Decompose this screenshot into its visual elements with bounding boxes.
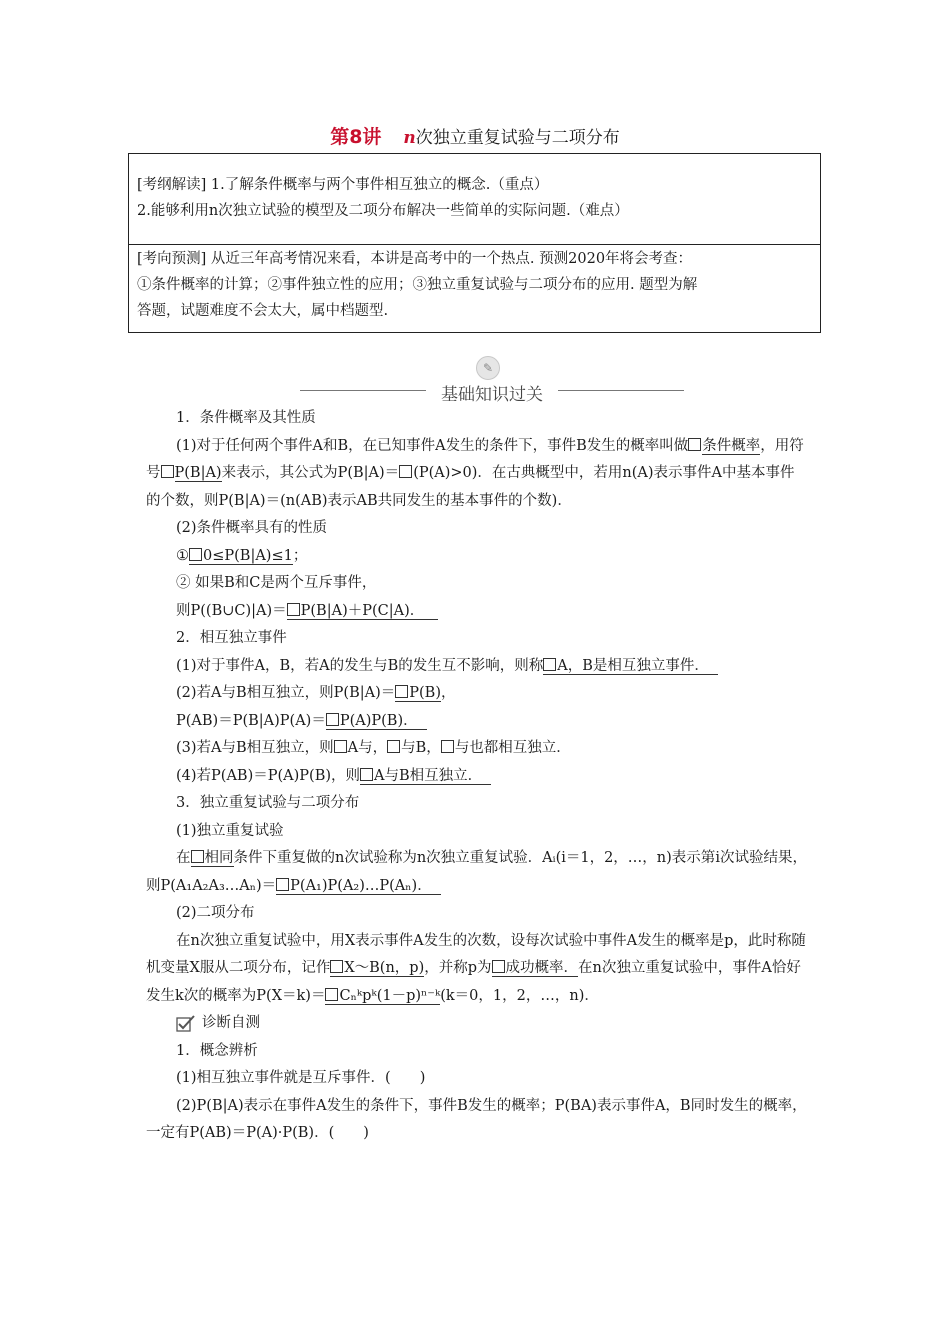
section-1-title: 1．条件概率及其性质 xyxy=(176,410,316,426)
forecast-line-1: [考向预测] 从近三年高考情况来看，本讲是高考中的一个热点. 预测2020年将会考查： xyxy=(137,251,693,267)
text-run: (1)对于任何两个事件A和B，在已知事件A发生的条件下，事件B发生的概率叫做 xyxy=(176,437,689,454)
text-run: (3)若A与B相互独立，则 xyxy=(176,740,334,756)
syllabus-section xyxy=(137,172,812,224)
blank-box-icon xyxy=(287,603,300,616)
text-run: P(B|A)＋P(C|A)． xyxy=(300,602,425,619)
blank-box-icon xyxy=(325,988,338,1001)
text-run: 成功概率． xyxy=(505,960,579,976)
section-banner xyxy=(300,350,684,405)
text-run: 率是p，此时称随机变量X服从二项分布，记作 xyxy=(146,932,806,976)
text-run: 次独立重复试验中，事件A恰好发生k次的概率为P(X＝k)＝ xyxy=(146,960,801,1004)
diag-section-1-title: 1．概念辨析 xyxy=(176,1042,258,1059)
syllabus-line-2: 2.能够利用n次独立试验的模型及二项分布解决一些简单的实际问题.（难点） xyxy=(137,203,629,219)
text-run: (1)对于事件A，B，若A的发生与B的发生互不影响，则称 xyxy=(176,657,544,674)
blank-box-icon xyxy=(334,740,347,753)
text-run: 0≤P(B|A)≤1 xyxy=(203,547,293,564)
text-run: 在n次独立重复试验中，用X表示事件A发生的次数，设每次试验中事件A发生的概 xyxy=(176,932,696,949)
text-run: 数)． xyxy=(537,492,572,509)
text-run: ， xyxy=(440,685,456,701)
text-run: (4)若P(AB)＝P(A)P(B)，则 xyxy=(176,767,361,784)
text-run: 来表示，其公式为P(B|A)＝ xyxy=(221,465,400,481)
answer-text xyxy=(287,603,438,620)
blank-box-icon xyxy=(441,740,454,753)
text-run: 相同 xyxy=(204,850,234,866)
blank-box-icon xyxy=(543,658,556,671)
checkbox-check-icon xyxy=(176,1015,196,1033)
section-3-title: 3．独立重复试验与二项分布 xyxy=(176,795,360,811)
text-run: ，并称p为 xyxy=(424,960,492,976)
answer-text xyxy=(325,988,440,1005)
text-run: P(AB)＝P(B|A)P(A)＝ xyxy=(176,712,326,729)
answer-text xyxy=(330,960,424,977)
title-text: 次独立重复试验与二项分布 xyxy=(415,128,620,148)
blank-box-icon xyxy=(330,960,343,973)
blank-box-icon xyxy=(395,685,408,698)
blank-box-icon xyxy=(492,960,505,973)
answer-text xyxy=(276,878,441,895)
answer-text xyxy=(360,768,491,785)
s1-paragraph-2: (2)条件概率具有的性质 xyxy=(176,520,328,536)
diagnostic-title: 诊断自测 xyxy=(202,1015,260,1031)
overview-box xyxy=(128,153,821,333)
text-run: 在 xyxy=(176,850,191,866)
text-run: A与B相互独立． xyxy=(374,767,483,784)
blank-box-icon xyxy=(360,768,373,781)
diagnostic-heading xyxy=(146,1010,808,1038)
section-2-title: 2．相互独立事件 xyxy=(176,630,287,646)
content-body xyxy=(146,405,808,1148)
answer-text xyxy=(326,713,427,730)
text-run: (P(A)>0)．在古典概型中，若用 xyxy=(413,465,623,481)
text-run: 条件下重复做的n次试验称为n次独立重复试验．Aᵢ(i＝1，2，…，n)表示第 xyxy=(233,850,716,866)
s1-property-2: ② 如果B和C是两个互斥事件， xyxy=(176,575,377,591)
box-divider xyxy=(129,244,820,245)
text-run: (2)P(B|A)表示在事件A发生的条件下，事件B发生的概率；P(BA)表示事件A，B同时 xyxy=(176,1097,720,1114)
banner-heading: 基础知识过关 xyxy=(441,385,543,405)
syllabus-line-1: [考纲解读] 1.了解条件概率与两个事件相互独立的概念.（重点） xyxy=(137,177,549,193)
text-run: P(B) xyxy=(409,685,441,701)
answer-text xyxy=(543,658,718,675)
s3-paragraph-1 xyxy=(146,845,808,900)
forecast-line-2: ①条件概率的计算；②事件独立性的应用；③独立重复试验与二项分布的应用. 题型为解 xyxy=(137,277,698,293)
answer-text xyxy=(191,850,234,867)
s3-paragraph-2 xyxy=(146,928,808,1011)
leaf-icon: ✎ xyxy=(476,356,500,380)
blank-box-icon xyxy=(191,850,204,863)
blank-box-icon xyxy=(276,878,289,891)
text-run: P(A)P(B)． xyxy=(339,712,418,729)
text-run: A与， xyxy=(347,740,388,756)
text-run: 则P((B∪C)|A)＝ xyxy=(176,602,287,619)
text-run: (2)若A与B相互独立，则P(B|A)＝ xyxy=(176,685,396,701)
s2-paragraph-2 xyxy=(146,680,808,708)
s1-property-2-formula xyxy=(146,598,808,626)
text-run: Cₙᵏpᵏ(1－p)ⁿ⁻ᵏ xyxy=(339,987,441,1004)
s1-property-1 xyxy=(146,543,808,571)
text-run: 与也都相互独立． xyxy=(454,740,571,756)
text-run: X～B(n，p) xyxy=(344,960,425,976)
text-run: n(A)表示事件A中基本事件的个数，则P(B|A)＝(n(AB)表示AB共同发生的基本事件的个 xyxy=(146,465,795,509)
blank-box-icon xyxy=(387,740,400,753)
answer-text: 条件概率 xyxy=(702,437,761,454)
text-run: ； xyxy=(292,547,308,564)
blank-box-icon xyxy=(326,713,339,726)
text-run: i次试验结果，则P(A₁A₂A₃…Aₙ)＝ xyxy=(146,850,807,894)
s3-subtitle-2: (2)二项分布 xyxy=(176,905,255,921)
diag-question-2 xyxy=(146,1093,808,1148)
answer-text xyxy=(189,548,293,565)
answer-text: P(B|A) xyxy=(174,465,222,481)
text-run: A，B是相互独立事件． xyxy=(557,657,709,674)
blank-box-icon xyxy=(399,465,412,478)
s3-subtitle-1: (1)独立重复试验 xyxy=(176,822,284,839)
text-run: …，n)． xyxy=(540,987,599,1004)
title-variable: n xyxy=(403,128,416,148)
text-run: 发生的概率，一定有P(AB)＝P(A)·P(B)．( ) xyxy=(146,1097,807,1141)
blank-box-icon xyxy=(161,465,174,478)
lecture-number: 第8讲 xyxy=(330,126,382,148)
s2-paragraph-1 xyxy=(146,653,808,681)
blank-box-icon xyxy=(189,548,202,561)
s1-paragraph-1 xyxy=(146,433,808,516)
diag-question-1: (1)相互独立事件就是互斥事件．( ) xyxy=(176,1070,426,1086)
lecture-title xyxy=(0,126,950,149)
text-run: 与B， xyxy=(401,740,441,756)
text-run: 在n xyxy=(578,960,602,976)
blank-box-icon xyxy=(688,438,701,451)
forecast-line-3: 答题，试题难度不会太大，属中档题型. xyxy=(137,303,389,319)
s2-paragraph-3 xyxy=(146,708,808,736)
text-run: ① xyxy=(176,547,189,564)
answer-text xyxy=(492,960,579,977)
answer-text xyxy=(395,685,441,702)
text-run: P(A₁)P(A₂)…P(Aₙ)． xyxy=(290,877,432,894)
s2-paragraph-4 xyxy=(146,735,808,763)
text-run: (k＝0，1，2， xyxy=(440,987,541,1004)
text-run: ，用符号 xyxy=(146,437,804,481)
s2-paragraph-5 xyxy=(146,763,808,791)
forecast-section xyxy=(137,246,812,324)
